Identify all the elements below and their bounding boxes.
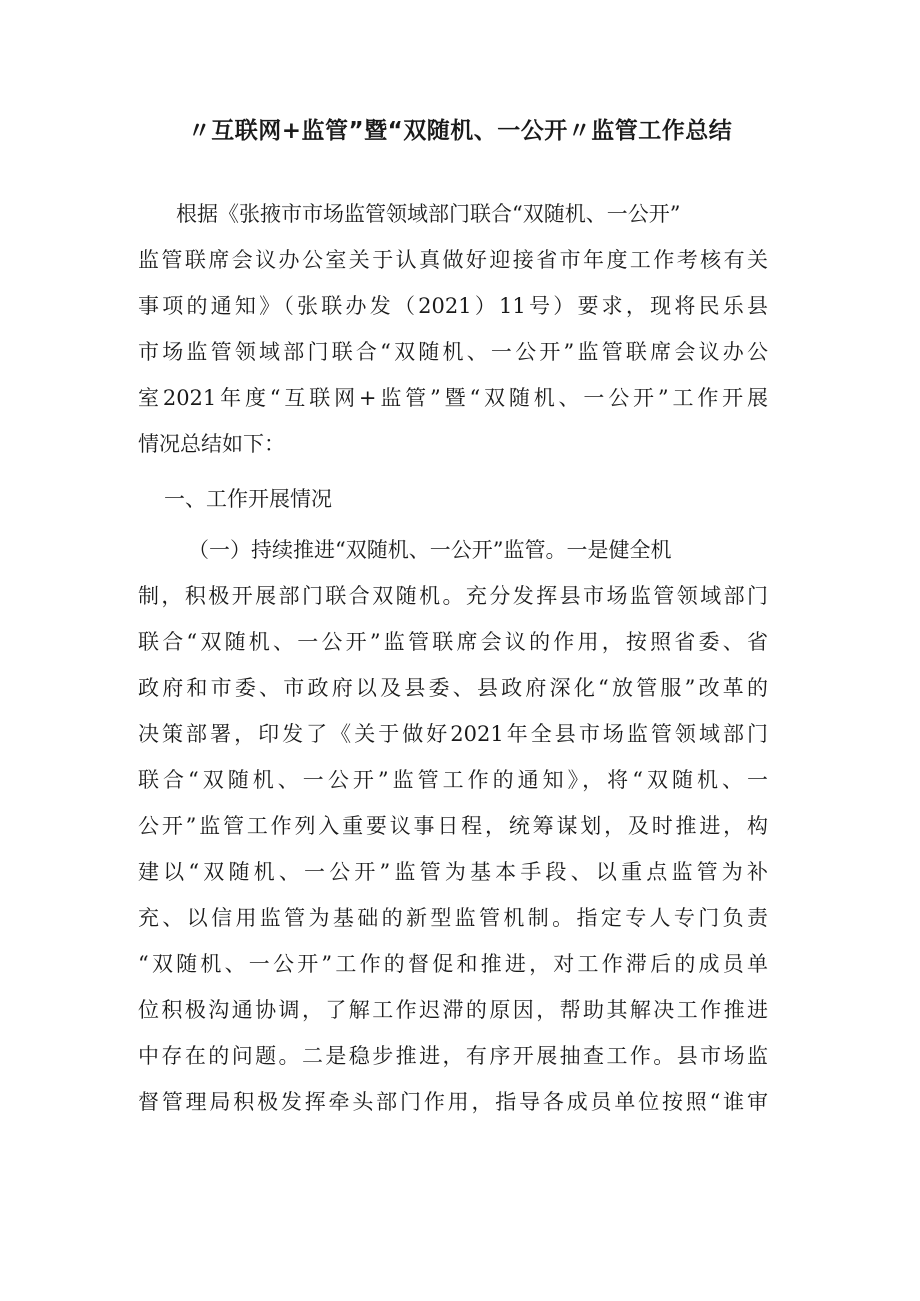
paragraph-2-line-9: 充、以信用监管为基础的新型监管机制。指定专人专门负责	[138, 906, 768, 930]
paragraph-1-line-4: 市场监管领域部门联合“双随机、一公开”监管联席会议办公	[138, 340, 768, 364]
paragraph-2-line-5: 决策部署，印发了《关于做好2021年全县市场监管领域部门	[138, 722, 768, 746]
paragraph-2-line-6: 联合“双随机、一公开”监管工作的通知》，将“双随机、一	[138, 768, 768, 792]
section-1-heading: 一、工作开展情况	[164, 487, 332, 511]
paragraph-1-line-1: 根据《张掖市市场监管领域部门联合“双随机、一公开”	[176, 202, 681, 226]
paragraph-2-line-1: （一）持续推进“双随机、一公开”监管。一是健全机	[188, 538, 672, 562]
paragraph-2-line-7: 公开”监管工作列入重要议事日程，统筹谋划，及时推进，构	[138, 814, 768, 838]
paragraph-2-line-2: 制，积极开展部门联合双随机。充分发挥县市场监管领域部门	[138, 584, 768, 608]
paragraph-1-line-5: 室2021年度“互联网+监管”暨“双随机、一公开”工作开展	[138, 386, 768, 410]
paragraph-1-line-3: 事项的通知》（张联办发（2021）11号）要求，现将民乐县	[138, 294, 768, 318]
paragraph-2-line-13: 督管理局积极发挥牵头部门作用，指导各成员单位按照“谁审	[138, 1090, 768, 1114]
paragraph-2-line-11: 位积极沟通协调，了解工作迟滞的原因，帮助其解决工作推进	[138, 998, 768, 1022]
paragraph-2-line-12: 中存在的问题。二是稳步推进，有序开展抽查工作。县市场监	[138, 1044, 768, 1068]
paragraph-2-line-3: 联合“双随机、一公开”监管联席会议的作用，按照省委、省	[138, 630, 768, 654]
paragraph-1-line-6: 情况总结如下：	[138, 432, 285, 456]
document-title: 〃互联网+监管”暨“双随机、一公开〃监管工作总结	[187, 118, 733, 144]
paragraph-2-line-10: “双随机、一公开”工作的督促和推进，对工作滞后的成员单	[138, 952, 768, 976]
paragraph-2-line-4: 政府和市委、市政府以及县委、县政府深化“放管服”改革的	[138, 676, 768, 700]
paragraph-2-line-8: 建以“双随机、一公开”监管为基本手段、以重点监管为补	[138, 860, 768, 884]
paragraph-1-line-2: 监管联席会议办公室关于认真做好迎接省市年度工作考核有关	[138, 248, 768, 272]
